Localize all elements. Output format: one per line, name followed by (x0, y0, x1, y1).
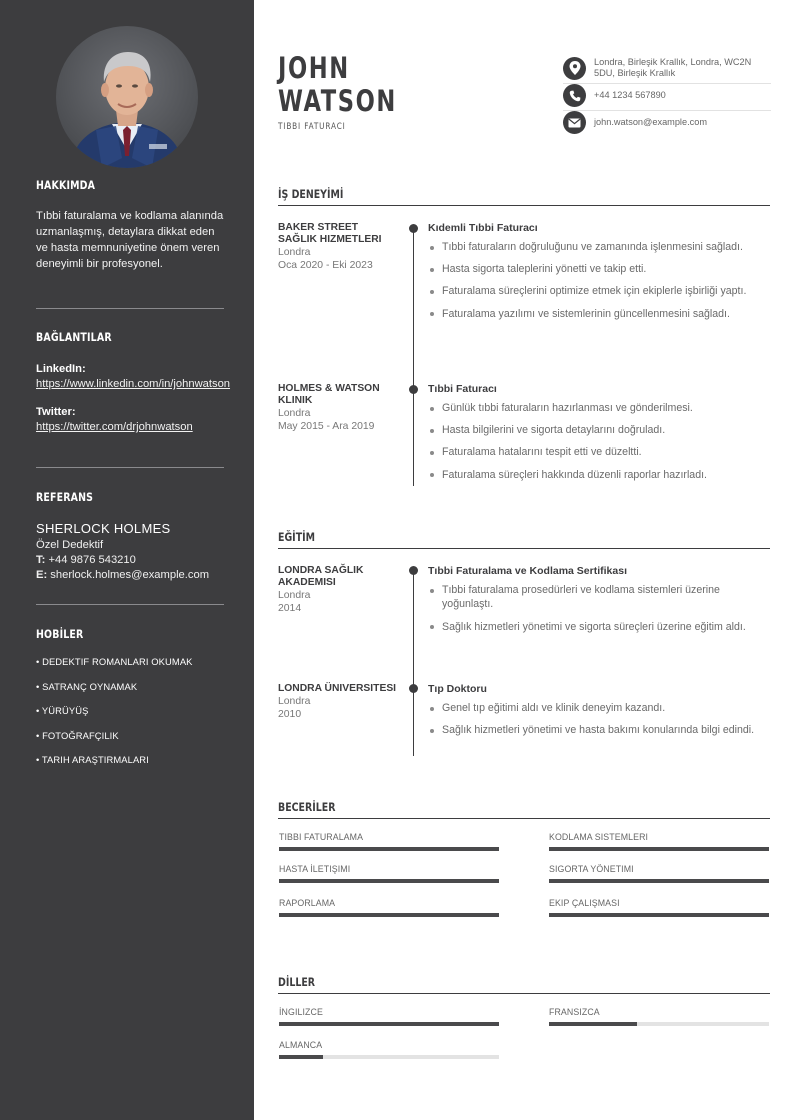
timeline-dot (409, 224, 418, 233)
language-bar (279, 1007, 499, 1026)
education-degree: Tıbbi Faturalama ve Kodlama Sertifikası (428, 565, 627, 577)
profile-photo-image (56, 26, 198, 168)
reference-email (36, 568, 236, 583)
sidebar-divider (36, 604, 224, 605)
bullet-item: Tıbbi faturaların doğruluğunu ve zamanında işlenmesini sağladı. (428, 240, 770, 254)
language-track (549, 1022, 769, 1026)
skill-bar (549, 832, 769, 851)
section-divider (278, 205, 770, 206)
contact-info (563, 55, 771, 134)
experience-date: May 2015 - Ara 2019 (278, 421, 375, 433)
experience-date: Oca 2020 - Eki 2023 (278, 260, 373, 272)
language-track (279, 1055, 499, 1059)
education-heading: EĞİTİM (278, 530, 316, 544)
language-bar (279, 1040, 499, 1059)
contact-phone-row (563, 83, 771, 107)
timeline-dot (409, 566, 418, 575)
linkedin-link[interactable]: https://www.linkedin.com/in/johnwatson (36, 378, 231, 390)
education-item-detail (428, 565, 770, 642)
link-item-linkedin (36, 362, 236, 392)
skill-fill (549, 847, 769, 851)
links-heading: BAĞLANTILAR (36, 330, 112, 344)
skill-label: RAPORLAMA (279, 898, 336, 908)
skill-fill (279, 879, 499, 883)
skill-track (549, 879, 769, 883)
experience-timeline (413, 228, 414, 486)
about-heading: HAKKIMDA (36, 178, 96, 192)
education-item-meta (278, 683, 398, 721)
hobby-item: • FOTOĞRAFÇILIK (36, 729, 119, 741)
skills-heading: BECERİLER (278, 800, 336, 814)
language-fill (279, 1022, 499, 1026)
link-label-twitter: Twitter: (36, 406, 76, 418)
bullet-item: Günlük tıbbi faturaların hazırlanması ve gönderilmesi. (428, 401, 770, 415)
language-label: ALMANCA (279, 1040, 323, 1050)
reference-heading: REFERANS (36, 490, 94, 504)
last-name: WATSON (278, 84, 397, 118)
education-org: LONDRA SAĞLIK AKADEMISI (278, 565, 364, 589)
languages-heading: DİLLER (278, 975, 316, 989)
bullet-item: Faturalama süreçleri hakkında düzenli raporlar hazırladı. (428, 468, 770, 482)
full-name (278, 52, 403, 118)
bullet-item: Sağlık hizmetleri yönetimi ve sigorta süreçleri üzerine eğitim aldı. (428, 620, 770, 634)
reference-phone-label: T: (36, 554, 46, 566)
education-org: LONDRA ÜNIVERSITESI (278, 683, 397, 694)
about-text: Tıbbi faturalama ve kodlama alanında uzmanlaşmış, detaylara dikkat eden ve hasta memnuniyetine önem veren deneyimli bir profesyonel. (36, 210, 224, 271)
skill-track (279, 847, 499, 851)
bullet-item: Sağlık hizmetleri yönetimi ve hasta bakımı konularında bilgi edindi. (428, 723, 770, 737)
timeline-dot (409, 684, 418, 693)
sidebar (0, 0, 254, 1120)
bullet-item: Faturalama hatalarını tespit etti ve düzeltti. (428, 445, 770, 459)
skill-label: EKIP ÇALIŞMASI (549, 898, 620, 908)
language-label: İNGILIZCE (279, 1007, 323, 1017)
section-divider (278, 993, 770, 994)
education-degree: Tıp Doktoru (428, 683, 487, 695)
skill-track (279, 879, 499, 883)
reference-email-value: sherlock.holmes@example.com (50, 569, 210, 581)
experience-role: Kıdemli Tıbbi Faturacı (428, 222, 538, 234)
bullet-item: Tıbbi faturalama prosedürleri ve kodlama sistemleri üzerine yoğunlaştı. (428, 583, 770, 612)
hobby-item: • YÜRÜYÜŞ (36, 705, 89, 717)
bullet-item: Hasta sigorta taleplerini yönetti ve takip etti. (428, 262, 770, 276)
education-bullets (428, 583, 770, 634)
job-title: TIBBI FATURACI (278, 122, 346, 132)
link-label-linkedin: LinkedIn: (36, 363, 86, 375)
education-timeline (413, 570, 414, 756)
bullet-item: Genel tıp eğitimi aldı ve klinik deneyim kazandı. (428, 701, 770, 715)
contact-address: Londra, Birleşik Krallık, Londra, WC2N 5DU, Birleşik Krallık (594, 57, 752, 78)
reference-email-label: E: (36, 569, 48, 581)
experience-heading: İŞ DENEYİMİ (278, 187, 344, 201)
skill-label: TIBBI FATURALAMA (279, 832, 364, 842)
envelope-icon (563, 111, 586, 134)
hobbies-heading: HOBİLER (36, 627, 84, 641)
bullet-item: Faturalama yazılımı ve sistemlerinin güncellenmesini sağladı. (428, 307, 770, 321)
skill-track (279, 913, 499, 917)
skill-bar (279, 898, 499, 917)
phone-icon (563, 84, 586, 107)
language-bar (549, 1007, 769, 1026)
hobby-item: • DEDEKTIF ROMANLARI OKUMAK (36, 656, 193, 667)
skill-bar (279, 832, 499, 851)
skill-label: KODLAMA SISTEMLERI (549, 832, 649, 842)
skill-fill (549, 879, 769, 883)
skill-label: HASTA İLETIŞIMI (279, 864, 351, 874)
skill-fill (549, 913, 769, 917)
skill-track (549, 913, 769, 917)
education-bullets (428, 701, 770, 738)
reference-name: SHERLOCK HOLMES (36, 521, 171, 536)
skill-track (549, 847, 769, 851)
experience-role: Tıbbi Faturacı (428, 383, 497, 395)
experience-org: HOLMES & WATSON KLINIK (278, 383, 380, 407)
language-label: FRANSIZCA (549, 1007, 600, 1017)
hobby-item: • TARIH ARAŞTIRMALARI (36, 754, 149, 766)
education-city: Londra (278, 590, 311, 602)
twitter-link[interactable]: https://twitter.com/drjohnwatson (36, 421, 193, 433)
bullet-item: Hasta bilgilerini ve sigorta detaylarını doğruladı. (428, 423, 770, 437)
bullet-item: Faturalama süreçlerini optimize etmek için ekiplerle işbirliği yaptı. (428, 284, 770, 298)
contact-email[interactable]: john.watson@example.com (594, 117, 707, 127)
sidebar-divider (36, 308, 224, 309)
experience-bullets (428, 401, 770, 482)
skill-bar (549, 864, 769, 883)
contact-email-row (563, 110, 771, 134)
section-divider (278, 548, 770, 549)
skill-fill (279, 913, 499, 917)
location-pin-icon (563, 57, 586, 80)
language-fill (279, 1055, 323, 1059)
contact-address-row (563, 55, 771, 81)
education-item-detail (428, 683, 770, 745)
experience-item-meta (278, 383, 398, 433)
education-item-meta (278, 565, 398, 615)
profile-photo (56, 26, 198, 168)
reference-block (36, 520, 236, 583)
skill-label: SIGORTA YÖNETIMI (549, 864, 634, 874)
skill-bar (279, 864, 499, 883)
reference-role: Özel Dedektif (36, 539, 104, 551)
experience-org: BAKER STREET SAĞLIK HIZMETLERI (278, 222, 382, 246)
reference-phone (36, 553, 236, 568)
link-item-twitter (36, 405, 236, 435)
skill-bar (549, 898, 769, 917)
experience-city: Londra (278, 408, 311, 420)
reference-phone-value: +44 9876 543210 (48, 554, 136, 566)
contact-phone[interactable]: +44 1234 567890 (594, 90, 666, 100)
skill-fill (279, 847, 499, 851)
hobbies-list (36, 656, 236, 779)
language-fill (549, 1022, 637, 1026)
experience-city: Londra (278, 247, 311, 259)
timeline-dot (409, 385, 418, 394)
experience-item-detail (428, 383, 770, 490)
education-date: 2010 (278, 709, 302, 721)
experience-bullets (428, 240, 770, 321)
hobby-item: • SATRANÇ OYNAMAK (36, 680, 138, 692)
links-list (36, 362, 236, 448)
education-city: Londra (278, 696, 311, 708)
language-track (279, 1022, 499, 1026)
first-name: JOHN (278, 51, 350, 85)
section-divider (278, 818, 770, 819)
education-date: 2014 (278, 603, 302, 615)
experience-item-detail (428, 222, 770, 329)
experience-item-meta (278, 222, 398, 272)
sidebar-divider (36, 467, 224, 468)
